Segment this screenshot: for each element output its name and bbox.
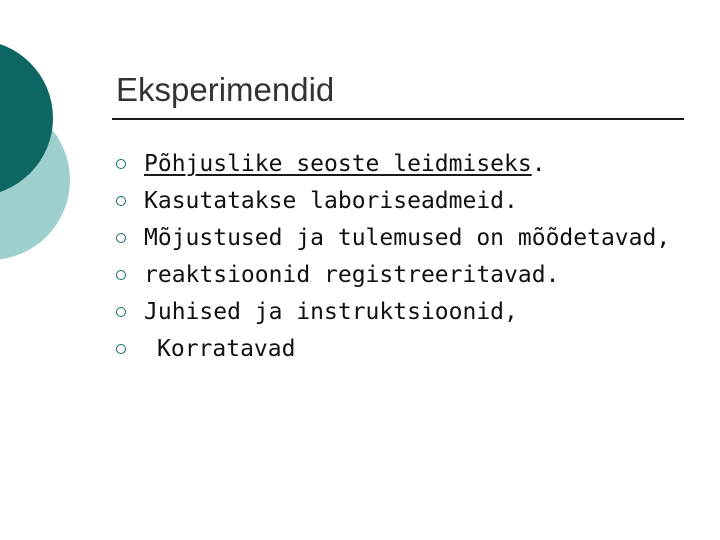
- bullet-item: [114, 331, 674, 368]
- bullet-list: [114, 146, 674, 368]
- bullet-item: [114, 257, 674, 294]
- bullet-item: [114, 146, 674, 183]
- hollow-circle-bullet-icon: [116, 270, 126, 280]
- bullet-text: Juhised ja instruktsioonid,: [144, 299, 518, 325]
- slide-title: Eksperimendid: [116, 71, 335, 108]
- bullet-text: reaktsioonid registreeritavad.: [144, 262, 560, 288]
- bullet-item: [114, 294, 674, 331]
- hollow-circle-bullet-icon: [116, 344, 126, 354]
- bullet-item: [114, 183, 674, 220]
- bullet-text: Põhjuslike seoste leidmiseks: [144, 151, 532, 177]
- hollow-circle-bullet-icon: [116, 159, 126, 169]
- bullet-text: Mõjustused ja tulemused on mõõdetavad,: [144, 225, 671, 251]
- bullet-text: Kasutatakse laboriseadmeid.: [144, 188, 518, 214]
- title-underline-rule: [112, 118, 684, 120]
- hollow-circle-bullet-icon: [116, 307, 126, 317]
- bullet-item: [114, 220, 674, 257]
- bullet-suffix: .: [531, 151, 546, 177]
- hollow-circle-bullet-icon: [116, 233, 126, 243]
- bullet-text: Korratavad: [157, 336, 296, 362]
- hollow-circle-bullet-icon: [116, 196, 126, 206]
